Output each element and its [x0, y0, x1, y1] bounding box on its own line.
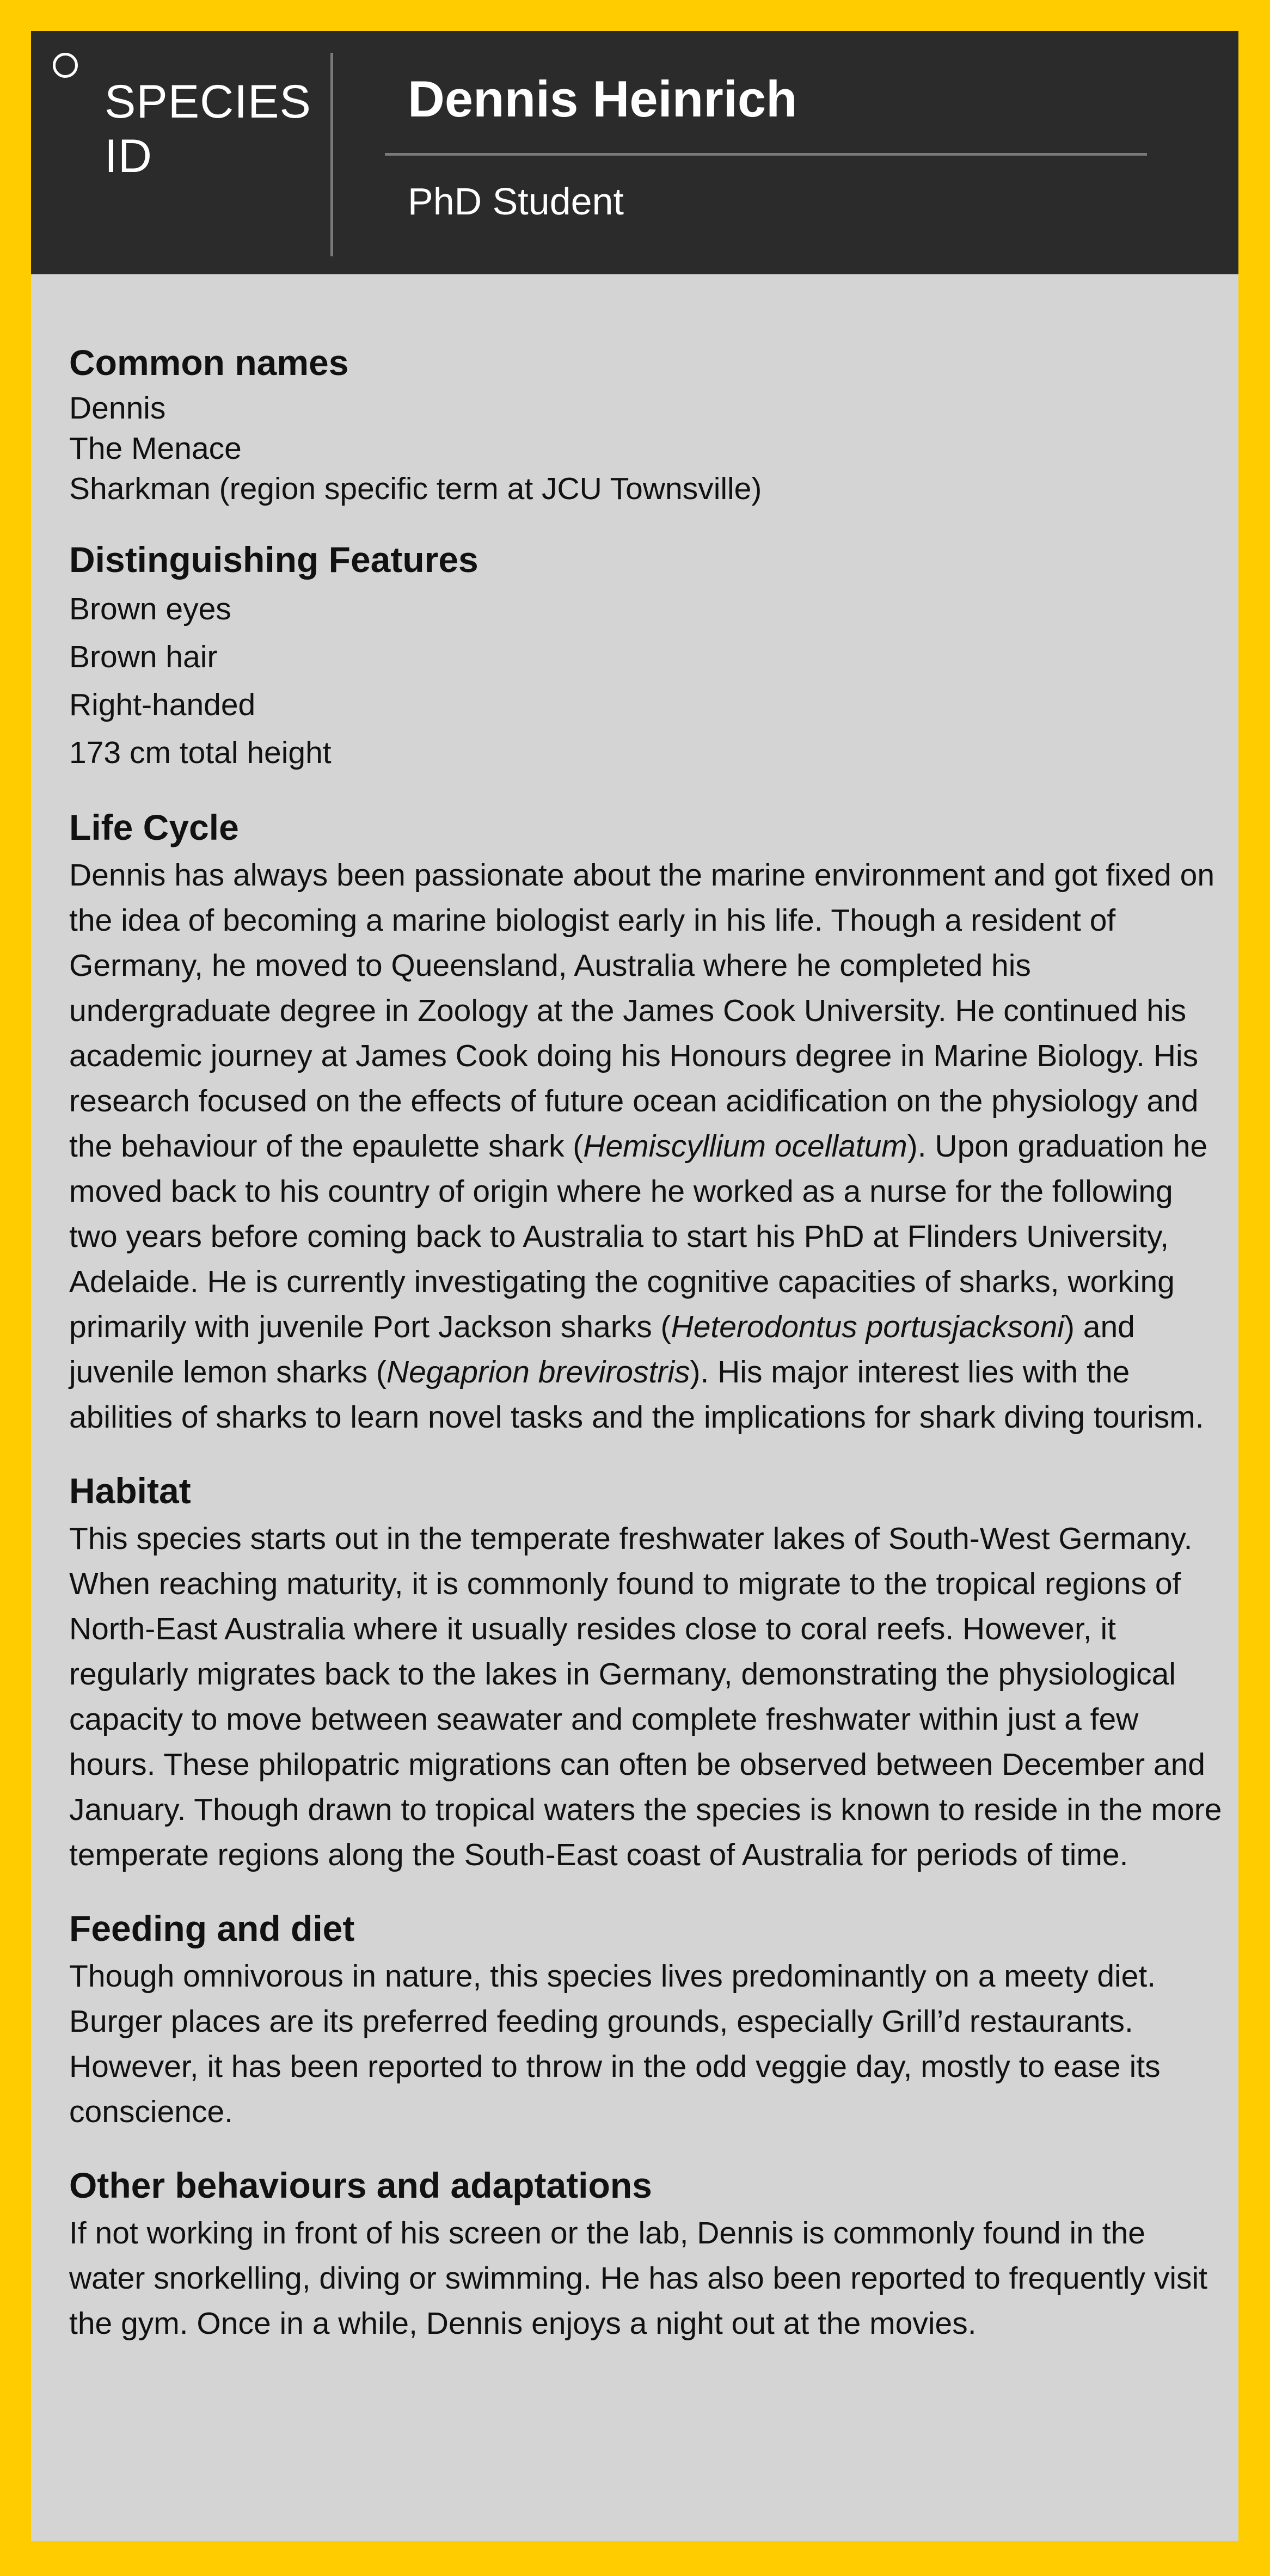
person-name: Dennis Heinrich [408, 70, 797, 127]
species-id-card [31, 31, 1238, 2541]
other-paragraph: If not working in front of his screen or the lab, Dennis is commonly found in the water snorkelling, diving or swimming. He has also been reported to frequently visit the gym. Once in a while, Dennis enjoys a night out at the movies. [69, 2216, 1207, 2341]
section-feeding [69, 1905, 1229, 2135]
section-common-names [69, 339, 1229, 509]
section-title: Distinguishing Features [69, 539, 478, 580]
list-item: Sharkman (region specific term at JCU Townsville) [69, 471, 762, 506]
section-title: Other behaviours and adaptations [69, 2165, 652, 2205]
section-title: Common names [69, 342, 349, 383]
species-name: Heterodontus portusjacksoni [671, 1309, 1064, 1344]
list-item: Right-handed [69, 687, 256, 722]
card-header [31, 31, 1238, 274]
species-id-line1: SPECIES [105, 76, 311, 128]
section-life-cycle [69, 804, 1229, 1440]
list-item: Brown hair [69, 640, 218, 674]
species-name: Negaprion brevirostris [386, 1355, 690, 1390]
section-habitat [69, 1467, 1229, 1878]
card-body [69, 339, 1229, 2374]
vertical-divider [330, 53, 333, 256]
species-id-label [105, 75, 311, 183]
list-item: Brown eyes [69, 592, 231, 626]
text-run: ) and juvenile lemon sharks ( [69, 1309, 1135, 1390]
section-title: Feeding and diet [69, 1908, 355, 1948]
section-title: Life Cycle [69, 807, 239, 847]
list-item: 173 cm total height [69, 735, 332, 770]
section-distinguishing-features [69, 536, 1229, 777]
list-item: Dennis [69, 391, 166, 426]
circle-icon [53, 53, 78, 78]
text-run: ). Upon graduation he moved back to his country of origin where he worked as a nurse for the following two years before coming back to Australia to start his PhD at Flinders University, Adelaide. He is currently investigating the cognitive capacities of sharks, working primarily with juvenile Port Jackson sharks ( [69, 1129, 1208, 1344]
habitat-paragraph: This species starts out in the temperate freshwater lakes of South-West Germany. When reaching maturity, it is commonly found to migrate to the tropical regions of North-East Australia where it usually resides close to coral reefs. However, it regularly migrates back to the lakes in Germany, demonstrating the physiological capacity to move between seawater and complete freshwater within just a few hours. These philopatric migrations can often be observed between December and January. Though drawn to tropical waters the species is known to reside in the more temperate regions along the South-East coast of Australia for periods of time. [69, 1521, 1222, 1872]
text-run: Dennis has always been passionate about the marine environment and got fixed on the idea of becoming a marine biologist early in his life. Though a resident of Germany, he moved to Queensland, Australia where he completed his undergraduate degree in Zoology at the James Cook University. He continued his academic journey at James Cook doing his Honours degree in Marine Biology. His research focused on the effects of future ocean acidification on the physiology and the behaviour of the epaulette shark ( [69, 858, 1215, 1164]
species-name: Hemiscyllium ocellatum [583, 1129, 907, 1164]
section-title: Habitat [69, 1471, 191, 1511]
section-other-behaviours [69, 2162, 1229, 2346]
life-cycle-paragraph [69, 853, 1229, 1440]
list-item: The Menace [69, 431, 242, 466]
horizontal-divider [385, 153, 1147, 156]
feeding-paragraph: Though omnivorous in nature, this species lives predominantly on a meety diet. Burger places are its preferred feeding grounds, especially Grill’d restaurants. However, it has been reported to throw in the odd veggie day, mostly to ease its conscience. [69, 1959, 1161, 2129]
species-id-line2: ID [105, 130, 152, 182]
person-role: PhD Student [408, 180, 624, 223]
text-run: ). His major interest lies with the abilities of sharks to learn novel tasks and the implications for shark diving tourism. [69, 1355, 1204, 1435]
